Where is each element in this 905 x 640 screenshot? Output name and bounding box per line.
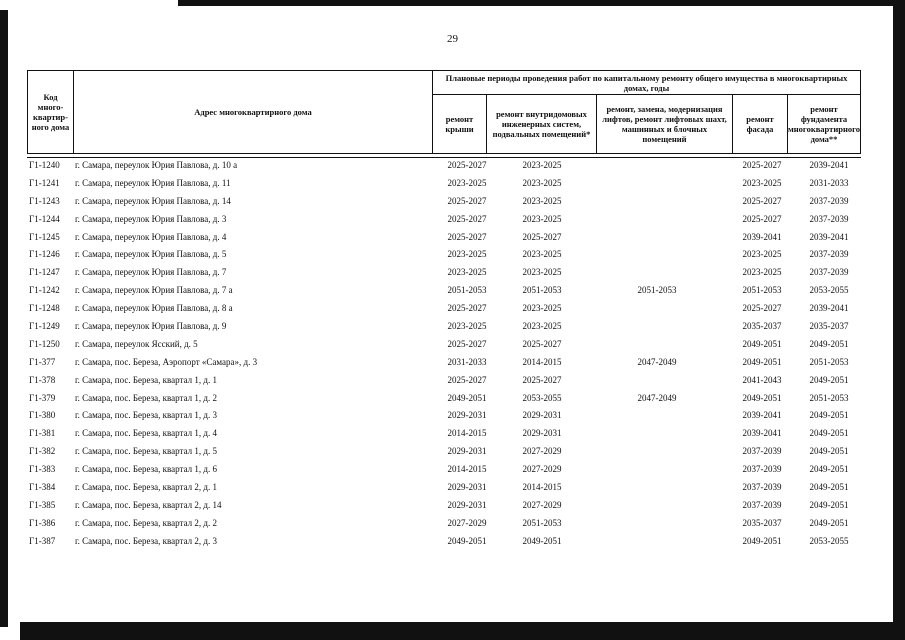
cell-code: Г1-1245 bbox=[29, 231, 60, 242]
cell-engineering: 2023-2025 bbox=[522, 213, 562, 224]
cell-roof: 2049-2051 bbox=[447, 535, 487, 546]
table-row bbox=[27, 444, 861, 462]
cell-foundation: 2037-2039 bbox=[809, 249, 849, 260]
cell-roof: 2025-2027 bbox=[447, 231, 487, 242]
table-row bbox=[27, 355, 861, 373]
table-body bbox=[27, 158, 861, 552]
cell-facade: 2039-2041 bbox=[742, 231, 782, 242]
table-row bbox=[27, 230, 861, 248]
table-row bbox=[27, 480, 861, 498]
cell-engineering: 2049-2051 bbox=[522, 535, 562, 546]
cell-roof: 2025-2027 bbox=[447, 160, 487, 170]
cell-roof: 2025-2027 bbox=[447, 338, 487, 349]
cell-foundation: 2051-2053 bbox=[809, 356, 849, 367]
cell-roof: 2025-2027 bbox=[447, 195, 487, 206]
cell-engineering: 2023-2025 bbox=[522, 177, 562, 188]
cell-address: г. Самара, переулок Юрия Павлова, д. 14 bbox=[75, 195, 231, 206]
scan-border-left bbox=[0, 10, 8, 627]
cell-code: Г1-378 bbox=[29, 374, 56, 385]
cell-roof: 2031-2033 bbox=[447, 356, 487, 367]
cell-foundation: 2049-2051 bbox=[809, 482, 849, 493]
cell-address: г. Самара, переулок Юрия Павлова, д. 3 bbox=[75, 213, 227, 224]
cell-facade: 2025-2027 bbox=[742, 213, 782, 224]
cell-foundation: 2035-2037 bbox=[809, 321, 849, 332]
cell-facade: 2035-2037 bbox=[742, 517, 782, 528]
cell-facade: 2049-2051 bbox=[742, 338, 782, 349]
cell-engineering: 2029-2031 bbox=[522, 428, 562, 439]
cell-address: г. Самара, пос. Береза, квартал 1, д. 3 bbox=[75, 410, 217, 421]
cell-facade: 2041-2043 bbox=[742, 374, 782, 385]
cell-facade: 2025-2027 bbox=[742, 195, 782, 206]
cell-engineering: 2014-2015 bbox=[522, 356, 562, 367]
cell-code: Г1-387 bbox=[29, 535, 56, 546]
cell-engineering: 2051-2053 bbox=[522, 517, 562, 528]
cell-address: г. Самара, переулок Юрия Павлова, д. 9 bbox=[75, 321, 227, 332]
scan-border-bottom bbox=[20, 622, 893, 640]
cell-engineering: 2023-2025 bbox=[522, 267, 562, 278]
cell-code: Г1-381 bbox=[29, 428, 56, 439]
table-row bbox=[27, 534, 861, 552]
cell-roof: 2049-2051 bbox=[447, 392, 487, 403]
cell-roof: 2029-2031 bbox=[447, 446, 487, 457]
cell-engineering: 2014-2015 bbox=[522, 482, 562, 493]
cell-foundation: 2049-2051 bbox=[809, 374, 849, 385]
cell-code: Г1-1247 bbox=[29, 267, 60, 278]
cell-lifts: 2047-2049 bbox=[637, 392, 677, 403]
header-engineering: ремонт внутридомовых инженерных систем, подвальных помещений* bbox=[492, 109, 591, 139]
cell-facade: 2049-2051 bbox=[742, 535, 782, 546]
table-row bbox=[27, 283, 861, 301]
cell-foundation: 2037-2039 bbox=[809, 267, 849, 278]
table-row bbox=[27, 426, 861, 444]
cell-code: Г1-1246 bbox=[29, 249, 60, 260]
table-row bbox=[27, 319, 861, 337]
cell-address: г. Самара, пос. Береза, квартал 2, д. 2 bbox=[75, 517, 217, 528]
cell-engineering: 2027-2029 bbox=[522, 464, 562, 475]
cell-address: г. Самара, пос. Береза, квартал 1, д. 6 bbox=[75, 464, 217, 475]
cell-roof: 2029-2031 bbox=[447, 410, 487, 421]
header-address: Адрес многоквартирного дома bbox=[194, 107, 312, 117]
cell-address: г. Самара, переулок Юрия Павлова, д. 8 а bbox=[75, 303, 233, 314]
table-row bbox=[27, 408, 861, 426]
page-number: 29 bbox=[447, 33, 458, 45]
cell-foundation: 2049-2051 bbox=[809, 499, 849, 510]
header-roof: ремонт крыши bbox=[445, 114, 474, 134]
cell-code: Г1-377 bbox=[29, 356, 56, 367]
cell-foundation: 2039-2041 bbox=[809, 303, 849, 314]
cell-foundation: 2049-2051 bbox=[809, 464, 849, 475]
cell-lifts: 2051-2053 bbox=[637, 285, 677, 296]
cell-code: Г1-382 bbox=[29, 446, 56, 457]
table-row bbox=[27, 301, 861, 319]
cell-code: Г1-1241 bbox=[29, 177, 60, 188]
cell-roof: 2023-2025 bbox=[447, 249, 487, 260]
cell-foundation: 2049-2051 bbox=[809, 338, 849, 349]
cell-foundation: 2037-2039 bbox=[809, 213, 849, 224]
cell-address: г. Самара, пос. Береза, квартал 2, д. 3 bbox=[75, 535, 217, 546]
table-row bbox=[27, 337, 861, 355]
cell-address: г. Самара, переулок Юрия Павлова, д. 7 а bbox=[75, 285, 233, 296]
cell-engineering: 2023-2025 bbox=[522, 303, 562, 314]
scan-border-right bbox=[893, 0, 905, 640]
cell-address: г. Самара, переулок Юрия Павлова, д. 11 bbox=[75, 177, 231, 188]
table-row bbox=[27, 373, 861, 391]
table-row bbox=[27, 212, 861, 230]
cell-code: Г1-380 bbox=[29, 410, 56, 421]
cell-facade: 2023-2025 bbox=[742, 267, 782, 278]
cell-engineering: 2053-2055 bbox=[522, 392, 562, 403]
table-row bbox=[27, 391, 861, 409]
table-row bbox=[27, 498, 861, 516]
cell-engineering: 2027-2029 bbox=[522, 446, 562, 457]
cell-code: Г1-384 bbox=[29, 482, 56, 493]
cell-code: Г1-1243 bbox=[29, 195, 60, 206]
cell-engineering: 2023-2025 bbox=[522, 195, 562, 206]
cell-code: Г1-1249 bbox=[29, 321, 60, 332]
cell-address: г. Самара, переулок Юрия Павлова, д. 4 bbox=[75, 231, 227, 242]
cell-facade: 2025-2027 bbox=[742, 303, 782, 314]
cell-facade: 2049-2051 bbox=[742, 356, 782, 367]
cell-lifts: 2047-2049 bbox=[637, 356, 677, 367]
cell-address: г. Самара, переулок Юрия Павлова, д. 5 bbox=[75, 249, 227, 260]
cell-engineering: 2027-2029 bbox=[522, 499, 562, 510]
header-facade: ремонт фасада bbox=[746, 114, 774, 134]
cell-foundation: 2049-2051 bbox=[809, 428, 849, 439]
cell-roof: 2025-2027 bbox=[447, 303, 487, 314]
cell-engineering: 2029-2031 bbox=[522, 410, 562, 421]
cell-engineering: 2023-2025 bbox=[522, 321, 562, 332]
scan-border-top bbox=[178, 0, 905, 6]
cell-foundation: 2051-2053 bbox=[809, 392, 849, 403]
header-lifts: ремонт, замена, модернизация лифтов, ремонт лифтовых шахт, машинных и блочных помещений bbox=[602, 104, 727, 144]
cell-foundation: 2037-2039 bbox=[809, 195, 849, 206]
cell-engineering: 2023-2025 bbox=[522, 249, 562, 260]
cell-facade: 2039-2041 bbox=[742, 428, 782, 439]
cell-roof: 2025-2027 bbox=[447, 374, 487, 385]
cell-address: г. Самара, переулок Ясский, д. 5 bbox=[75, 338, 198, 349]
cell-code: Г1-379 bbox=[29, 392, 56, 403]
cell-roof: 2014-2015 bbox=[447, 464, 487, 475]
cell-foundation: 2049-2051 bbox=[809, 410, 849, 421]
cell-foundation: 2049-2051 bbox=[809, 446, 849, 457]
table-row bbox=[27, 265, 861, 283]
cell-roof: 2029-2031 bbox=[447, 499, 487, 510]
cell-roof: 2029-2031 bbox=[447, 482, 487, 493]
cell-facade: 2049-2051 bbox=[742, 392, 782, 403]
cell-facade: 2037-2039 bbox=[742, 482, 782, 493]
cell-code: Г1-383 bbox=[29, 464, 56, 475]
cell-address: г. Самара, пос. Береза, квартал 2, д. 14 bbox=[75, 499, 222, 510]
cell-facade: 2023-2025 bbox=[742, 249, 782, 260]
cell-code: Г1-1244 bbox=[29, 213, 60, 224]
cell-address: г. Самара, пос. Береза, квартал 1, д. 1 bbox=[75, 374, 217, 385]
cell-roof: 2025-2027 bbox=[447, 213, 487, 224]
cell-facade: 2037-2039 bbox=[742, 464, 782, 475]
cell-roof: 2051-2053 bbox=[447, 285, 487, 296]
cell-engineering: 2025-2027 bbox=[522, 338, 562, 349]
cell-code: Г1-1242 bbox=[29, 285, 60, 296]
cell-roof: 2023-2025 bbox=[447, 177, 487, 188]
table-row bbox=[27, 158, 861, 176]
cell-code: Г1-1240 bbox=[29, 160, 60, 170]
cell-facade: 2039-2041 bbox=[742, 410, 782, 421]
cell-address: г. Самара, переулок Юрия Павлова, д. 10 а bbox=[75, 160, 238, 170]
cell-facade: 2051-2053 bbox=[742, 285, 782, 296]
cell-facade: 2023-2025 bbox=[742, 177, 782, 188]
cell-engineering: 2025-2027 bbox=[522, 231, 562, 242]
cell-engineering: 2025-2027 bbox=[522, 374, 562, 385]
cell-foundation: 2039-2041 bbox=[809, 231, 849, 242]
cell-address: г. Самара, пос. Береза, Аэропорт «Самара», д. 3 bbox=[75, 356, 258, 367]
cell-address: г. Самара, пос. Береза, квартал 1, д. 4 bbox=[75, 428, 217, 439]
cell-facade: 2037-2039 bbox=[742, 446, 782, 457]
table-row bbox=[27, 176, 861, 194]
cell-foundation: 2049-2051 bbox=[809, 517, 849, 528]
cell-foundation: 2053-2055 bbox=[809, 535, 849, 546]
header-code: Код много-квартир-ного дома bbox=[31, 92, 70, 132]
cell-code: Г1-385 bbox=[29, 499, 56, 510]
cell-code: Г1-1250 bbox=[29, 338, 60, 349]
cell-foundation: 2053-2055 bbox=[809, 285, 849, 296]
table-row bbox=[27, 516, 861, 534]
cell-address: г. Самара, пос. Береза, квартал 2, д. 1 bbox=[75, 482, 217, 493]
cell-address: г. Самара, пос. Береза, квартал 1, д. 5 bbox=[75, 446, 217, 457]
header-foundation: ремонт фундамента многоквартирного дома** bbox=[787, 104, 861, 144]
cell-foundation: 2031-2033 bbox=[809, 177, 849, 188]
cell-facade: 2025-2027 bbox=[742, 160, 782, 170]
cell-roof: 2023-2025 bbox=[447, 267, 487, 278]
cell-roof: 2023-2025 bbox=[447, 321, 487, 332]
cell-facade: 2035-2037 bbox=[742, 321, 782, 332]
table-header bbox=[27, 70, 861, 154]
cell-facade: 2037-2039 bbox=[742, 499, 782, 510]
cell-foundation: 2039-2041 bbox=[809, 160, 849, 170]
cell-code: Г1-386 bbox=[29, 517, 56, 528]
cell-code: Г1-1248 bbox=[29, 303, 60, 314]
cell-roof: 2027-2029 bbox=[447, 517, 487, 528]
cell-address: г. Самара, пос. Береза, квартал 1, д. 2 bbox=[75, 392, 217, 403]
cell-address: г. Самара, переулок Юрия Павлова, д. 7 bbox=[75, 267, 227, 278]
table-row bbox=[27, 462, 861, 480]
cell-engineering: 2051-2053 bbox=[522, 285, 562, 296]
cell-engineering: 2023-2025 bbox=[522, 160, 562, 170]
cell-roof: 2014-2015 bbox=[447, 428, 487, 439]
table-row bbox=[27, 194, 861, 212]
table-row bbox=[27, 247, 861, 265]
header-work-periods: Плановые периоды проведения работ по капитальному ремонту общего имущества в многоквартирных домах, годы bbox=[445, 72, 848, 93]
